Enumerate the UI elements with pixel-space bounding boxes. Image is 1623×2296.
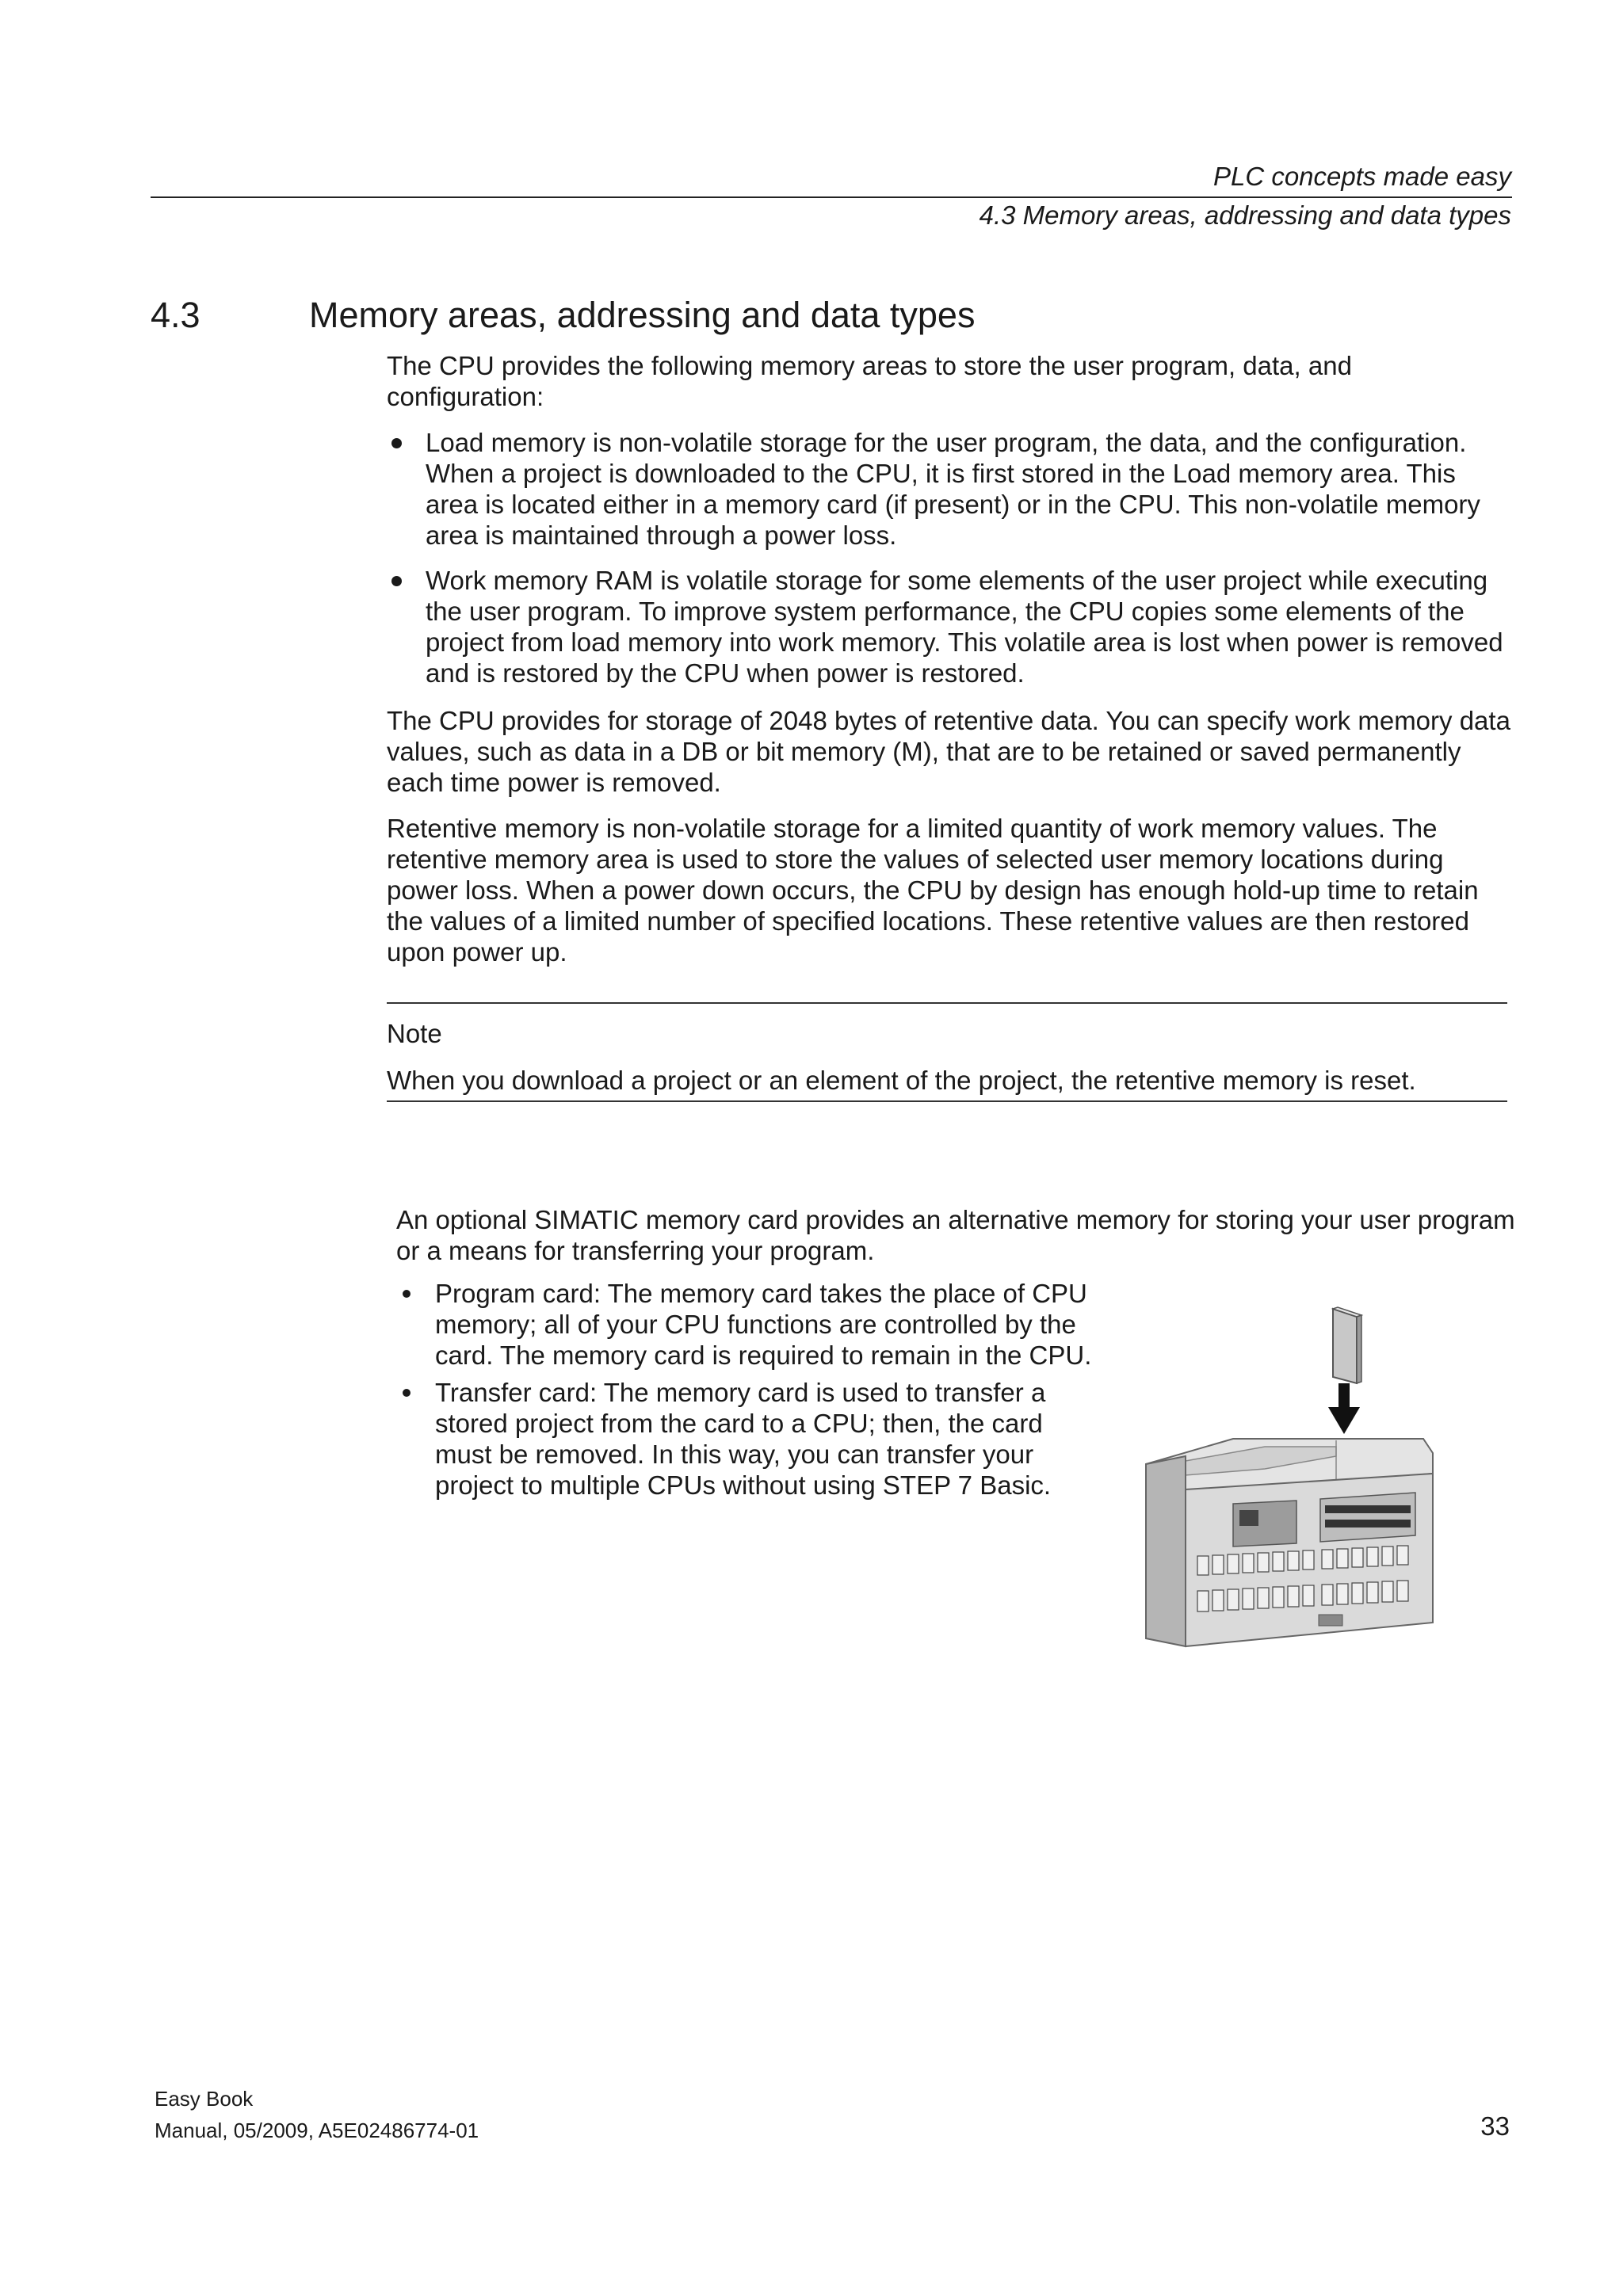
retentive-paragraph-1: The CPU provides for storage of 2048 bytes of retentive data. You can specify work memory data values, such as data in a DB or bit memory (M), that are to be retained or saved permanently each time power is removed. — [387, 706, 1510, 797]
transfer-card-text: Transfer card: The memory card is used to transfer a stored project from the card to a CPU; then, the card must be removed. In this way, you can transfer your project to multiple CPUs without using STEP 7 Basic. — [435, 1378, 1052, 1500]
program-card-text: Program card: The memory card takes the place of CPU memory; all of your CPU functions are controlled by the card. The memory card is required to remain in the CPU. — [435, 1279, 1092, 1370]
list-item-transfer-card — [396, 1377, 1094, 1501]
intro-paragraph: The CPU provides the following memory areas to store the user program, data, and configuration: — [387, 351, 1352, 411]
memory-card-list — [396, 1278, 1094, 1501]
memory-card-intro: An optional SIMATIC memory card provides an alternative memory for storing your user program or a means for transferring your program. — [396, 1205, 1515, 1265]
memory-list — [387, 427, 1512, 688]
page-number: 33 — [1480, 2111, 1510, 2141]
memory-card-icon — [1333, 1307, 1361, 1383]
bullet-icon — [403, 1389, 411, 1397]
running-header-section: 4.3 Memory areas, addressing and data types — [979, 200, 1511, 230]
note-text: When you download a project or an element of the project, the retentive memory is reset. — [387, 1066, 1416, 1095]
work-memory-text: Work memory RAM is volatile storage for some elements of the user project while executing the user program. To improve system performance, the CPU copies some elements of the project from load memory into work memory. This volatile area is lost when power is removed and is restored by the CPU when power is restored. — [426, 566, 1503, 688]
footer-book-title: Easy Book — [155, 2087, 254, 2111]
bullet-icon — [391, 576, 402, 586]
footer-manual-info: Manual, 05/2009, A5E02486774-01 — [155, 2119, 479, 2142]
note-top-rule — [387, 1002, 1507, 1004]
section-title: Memory areas, addressing and data types — [309, 295, 976, 335]
note-bottom-rule — [387, 1100, 1507, 1102]
list-item-work-memory — [387, 565, 1512, 688]
cpu-module-icon — [1146, 1439, 1433, 1646]
section-number: 4.3 — [151, 295, 200, 335]
insert-arrow-icon — [1328, 1383, 1360, 1434]
bullet-icon — [403, 1290, 411, 1298]
header-rule — [151, 196, 1512, 198]
retentive-paragraph-2: Retentive memory is non-volatile storage for a limited quantity of work memory values. The retentive memory area is used to store the values of selected user memory locations during power loss. When a power down occurs, the CPU by design has enough hold-up time to retain the values of a limited number of specified locations. These retentive values are then restored upon power up. — [387, 814, 1479, 967]
cpu-memory-card-illustration — [1138, 1306, 1439, 1670]
list-item-program-card — [396, 1278, 1094, 1371]
bullet-icon — [391, 438, 402, 448]
note-title: Note — [387, 1019, 442, 1048]
list-item-load-memory — [387, 427, 1512, 551]
running-header-chapter: PLC concepts made easy — [1212, 162, 1511, 191]
load-memory-text: Load memory is non-volatile storage for the user program, the data, and the configuration. When a project is downloaded to the CPU, it is first stored in the Load memory area. This area is located either in a memory card (if present) or in the CPU. This non-volatile memory area is maintained through a power loss. — [426, 428, 1480, 550]
